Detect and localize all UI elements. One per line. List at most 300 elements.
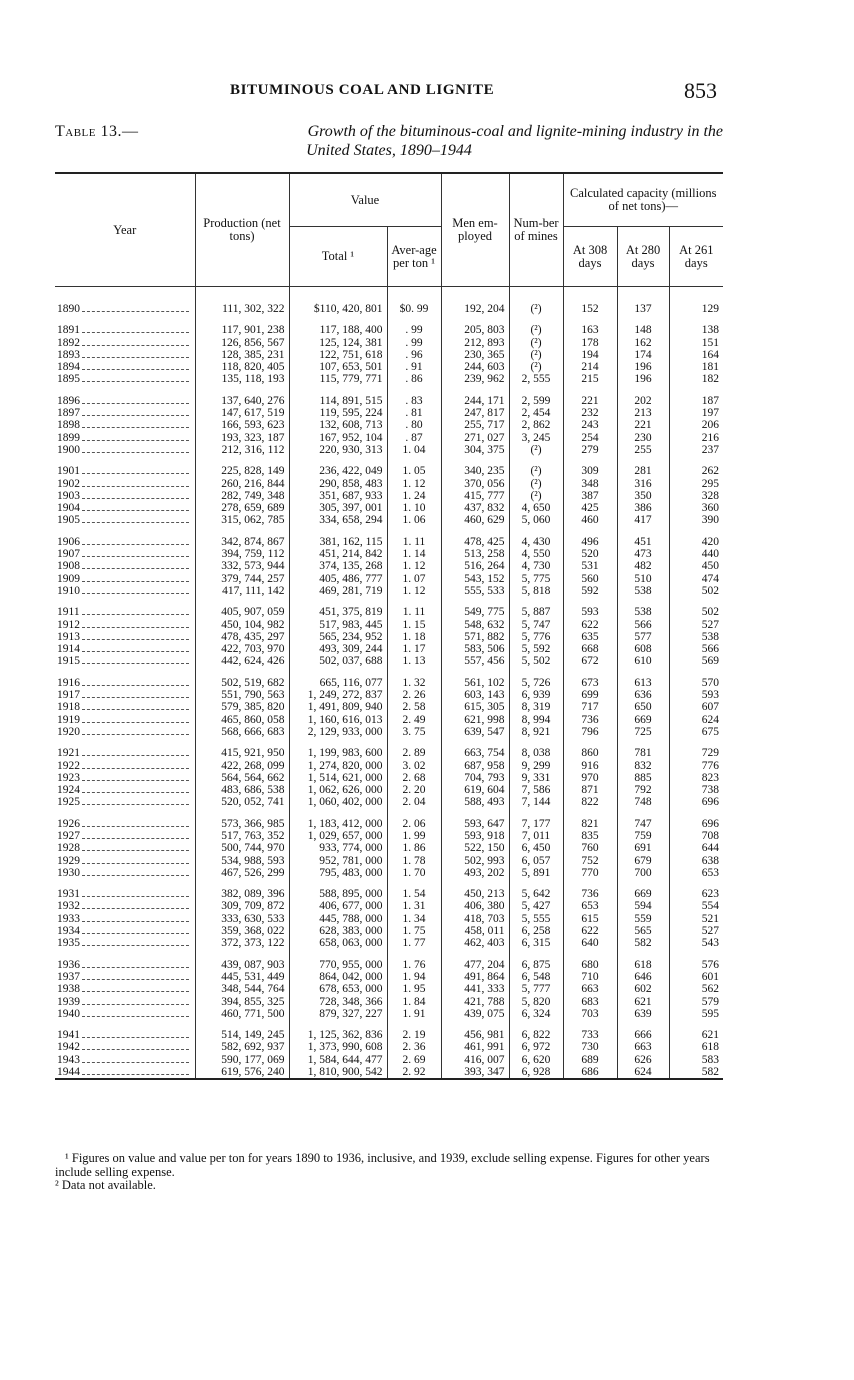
- table-row: [55, 842, 723, 854]
- cell-capacity-280: 230: [617, 432, 669, 444]
- cell-year: [55, 619, 195, 631]
- cell-number-of-mines: 6, 324: [509, 1008, 563, 1020]
- year-text: 1925: [57, 796, 80, 809]
- cell-value-total: 469, 281, 719: [289, 585, 387, 597]
- year-text: 1943: [57, 1053, 80, 1066]
- cell-capacity-280: 559: [617, 913, 669, 925]
- table-row: [55, 585, 723, 597]
- footnote-1: ¹ Figures on value and value per ton for years 1890 to 1936, inclusive, and 1939, exclude selling expense. Figures for other years include selling expense.: [55, 1151, 710, 1179]
- cell-capacity-308: 387: [563, 490, 617, 502]
- cell-production: 333, 630, 533: [195, 913, 289, 925]
- group-spacer: [55, 597, 723, 606]
- cell-value-total: 1, 029, 657, 000: [289, 830, 387, 842]
- cell-year: [55, 337, 195, 349]
- cell-capacity-261: 262: [669, 465, 723, 477]
- cell-men-employed: 205, 803: [441, 324, 509, 336]
- cell-capacity-261: 675: [669, 726, 723, 738]
- cell-men-employed: 615, 305: [441, 701, 509, 713]
- cell-number-of-mines: 8, 038: [509, 747, 563, 759]
- leader-dots: [82, 369, 189, 370]
- cell-value-total: 107, 653, 501: [289, 361, 387, 373]
- cell-number-of-mines: 6, 548: [509, 971, 563, 983]
- cell-men-employed: 340, 235: [441, 465, 509, 477]
- caption-line-1: [55, 122, 723, 141]
- year-label: [57, 619, 191, 631]
- year-text: 1922: [57, 759, 80, 772]
- cell-average-per-ton: 1. 12: [387, 585, 441, 597]
- year-text: 1904: [57, 502, 80, 515]
- cell-production: 500, 744, 970: [195, 842, 289, 854]
- cell-average-per-ton: 1. 78: [387, 855, 441, 867]
- cell-capacity-308: 243: [563, 419, 617, 431]
- table-row: [55, 900, 723, 912]
- cell-production: 278, 659, 689: [195, 502, 289, 514]
- year-label: [57, 395, 191, 407]
- cell-value-total: 2, 129, 933, 000: [289, 726, 387, 738]
- year-text: 1935: [57, 937, 80, 950]
- cell-capacity-261: 138: [669, 324, 723, 336]
- year-label: [57, 971, 191, 983]
- cell-capacity-280: 646: [617, 971, 669, 983]
- cell-value-total: 588, 895, 000: [289, 888, 387, 900]
- year-text: 1903: [57, 489, 80, 502]
- cell-men-employed: 304, 375: [441, 444, 509, 456]
- year-text: 1933: [57, 912, 80, 925]
- cell-production: 534, 988, 593: [195, 855, 289, 867]
- cell-year: [55, 514, 195, 526]
- year-label: [57, 373, 191, 385]
- cell-value-total: 795, 483, 000: [289, 867, 387, 879]
- cell-average-per-ton: 1. 75: [387, 925, 441, 937]
- cell-capacity-261: 566: [669, 643, 723, 655]
- cell-production: 405, 907, 059: [195, 606, 289, 618]
- cell-capacity-308: 194: [563, 349, 617, 361]
- cell-capacity-280: 679: [617, 855, 669, 867]
- cell-capacity-308: 460: [563, 514, 617, 526]
- cell-year: [55, 830, 195, 842]
- year-label: [57, 714, 191, 726]
- cell-number-of-mines: (²): [509, 324, 563, 336]
- year-label: [57, 407, 191, 419]
- cell-capacity-280: 666: [617, 1029, 669, 1041]
- cell-year: [55, 536, 195, 548]
- cell-year: [55, 1008, 195, 1020]
- cell-year: [55, 655, 195, 667]
- table-row: [55, 631, 723, 643]
- cell-capacity-261: 738: [669, 784, 723, 796]
- cell-capacity-280: 759: [617, 830, 669, 842]
- cell-average-per-ton: . 96: [387, 349, 441, 361]
- cell-capacity-261: 583: [669, 1054, 723, 1066]
- cell-capacity-280: 221: [617, 419, 669, 431]
- cell-capacity-280: 582: [617, 937, 669, 949]
- cell-year: [55, 996, 195, 1008]
- year-text: 1914: [57, 643, 80, 656]
- cell-men-employed: 548, 632: [441, 619, 509, 631]
- cell-number-of-mines: 5, 887: [509, 606, 563, 618]
- year-label: [57, 465, 191, 477]
- table-row: [55, 502, 723, 514]
- cell-value-total: 658, 063, 000: [289, 937, 387, 949]
- year-text: 1913: [57, 630, 80, 643]
- caption-title-line-1: Growth of the bituminous-coal and lignite-mining industry in the: [307, 123, 723, 140]
- group-spacer: [55, 809, 723, 818]
- cell-value-total: 119, 595, 224: [289, 407, 387, 419]
- cell-year: [55, 573, 195, 585]
- cell-production: 422, 703, 970: [195, 643, 289, 655]
- cell-men-employed: 704, 793: [441, 772, 509, 784]
- year-label: [57, 631, 191, 643]
- cell-production: 483, 686, 538: [195, 784, 289, 796]
- year-label: [57, 1066, 191, 1078]
- cell-year: [55, 548, 195, 560]
- cell-value-total: 1, 373, 990, 608: [289, 1041, 387, 1053]
- cell-year: [55, 937, 195, 949]
- cell-number-of-mines: 5, 891: [509, 867, 563, 879]
- cell-number-of-mines: 7, 586: [509, 784, 563, 796]
- cell-number-of-mines: 6, 972: [509, 1041, 563, 1053]
- cell-capacity-280: 650: [617, 701, 669, 713]
- cell-year: [55, 760, 195, 772]
- cell-men-employed: 493, 202: [441, 867, 509, 879]
- year-label: [57, 1008, 191, 1020]
- cell-capacity-308: 683: [563, 996, 617, 1008]
- year-label: [57, 606, 191, 618]
- cell-capacity-308: 680: [563, 959, 617, 971]
- cell-year: [55, 842, 195, 854]
- leader-dots: [82, 639, 189, 640]
- cell-production: 573, 366, 985: [195, 818, 289, 830]
- cell-men-employed: 663, 754: [441, 747, 509, 759]
- leader-dots: [82, 568, 189, 569]
- cell-men-employed: 603, 143: [441, 689, 509, 701]
- cell-capacity-280: 255: [617, 444, 669, 456]
- cell-value-total: 1, 810, 900, 542: [289, 1066, 387, 1079]
- cell-number-of-mines: 9, 299: [509, 760, 563, 772]
- cell-men-employed: 441, 333: [441, 983, 509, 995]
- cell-production: 394, 759, 112: [195, 548, 289, 560]
- cell-capacity-280: 621: [617, 996, 669, 1008]
- leader-dots: [82, 473, 189, 474]
- cell-year: [55, 1029, 195, 1041]
- cell-year: [55, 913, 195, 925]
- cell-capacity-308: 796: [563, 726, 617, 738]
- cell-capacity-261: 624: [669, 714, 723, 726]
- cell-average-per-ton: 3. 75: [387, 726, 441, 738]
- cell-number-of-mines: 6, 450: [509, 842, 563, 854]
- cell-value-total: 406, 677, 000: [289, 900, 387, 912]
- cell-number-of-mines: 5, 427: [509, 900, 563, 912]
- cell-average-per-ton: 3. 02: [387, 760, 441, 772]
- cell-men-employed: 370, 056: [441, 478, 509, 490]
- cell-capacity-280: 626: [617, 1054, 669, 1066]
- table-header: [55, 173, 723, 287]
- cell-year: [55, 900, 195, 912]
- year-text: 1897: [57, 407, 80, 420]
- year-text: 1918: [57, 701, 80, 714]
- year-label: [57, 925, 191, 937]
- cell-year: [55, 585, 195, 597]
- cell-value-total: 374, 135, 268: [289, 560, 387, 572]
- cell-capacity-280: 577: [617, 631, 669, 643]
- cell-average-per-ton: 1. 05: [387, 465, 441, 477]
- year-text: 1898: [57, 419, 80, 432]
- cell-value-total: 678, 653, 000: [289, 983, 387, 995]
- leader-dots: [82, 593, 189, 594]
- cell-men-employed: 458, 011: [441, 925, 509, 937]
- cell-value-total: 517, 983, 445: [289, 619, 387, 631]
- cell-capacity-308: 760: [563, 842, 617, 854]
- cell-capacity-308: 736: [563, 888, 617, 900]
- cell-number-of-mines: 4, 730: [509, 560, 563, 572]
- cell-capacity-261: 623: [669, 888, 723, 900]
- year-text: 1929: [57, 854, 80, 867]
- table-row: [55, 677, 723, 689]
- cell-average-per-ton: 1. 77: [387, 937, 441, 949]
- header-year: Year: [55, 173, 195, 287]
- year-label: [57, 842, 191, 854]
- footnotes: [55, 1152, 723, 1193]
- cell-men-employed: 421, 788: [441, 996, 509, 1008]
- cell-capacity-308: 560: [563, 573, 617, 585]
- cell-capacity-261: 543: [669, 937, 723, 949]
- cell-capacity-280: 725: [617, 726, 669, 738]
- cell-capacity-280: 137: [617, 303, 669, 315]
- year-label: [57, 1029, 191, 1041]
- cell-production: 359, 368, 022: [195, 925, 289, 937]
- cell-capacity-280: 602: [617, 983, 669, 995]
- cell-men-employed: 462, 403: [441, 937, 509, 949]
- cell-capacity-261: 450: [669, 560, 723, 572]
- year-label: [57, 643, 191, 655]
- table-row: [55, 395, 723, 407]
- cell-value-total: 1, 160, 616, 013: [289, 714, 387, 726]
- leader-dots: [82, 685, 189, 686]
- table-caption: [55, 122, 723, 160]
- cell-capacity-280: 885: [617, 772, 669, 784]
- cell-year: [55, 373, 195, 385]
- cell-number-of-mines: 5, 747: [509, 619, 563, 631]
- cell-year: [55, 419, 195, 431]
- table-row: [55, 1041, 723, 1053]
- cell-production: 517, 763, 352: [195, 830, 289, 842]
- cell-number-of-mines: (²): [509, 361, 563, 373]
- leader-dots: [82, 522, 189, 523]
- cell-capacity-261: 576: [669, 959, 723, 971]
- cell-production: 582, 692, 937: [195, 1041, 289, 1053]
- cell-capacity-261: 197: [669, 407, 723, 419]
- cell-capacity-308: 822: [563, 796, 617, 808]
- cell-production: 467, 526, 299: [195, 867, 289, 879]
- cell-capacity-280: 781: [617, 747, 669, 759]
- leader-dots: [82, 311, 189, 312]
- year-label: [57, 514, 191, 526]
- cell-production: 478, 435, 297: [195, 631, 289, 643]
- cell-value-total: 290, 858, 483: [289, 478, 387, 490]
- year-label: [57, 573, 191, 585]
- cell-year: [55, 1041, 195, 1053]
- cell-average-per-ton: 2. 06: [387, 818, 441, 830]
- table-row: [55, 996, 723, 1008]
- table-row: [55, 490, 723, 502]
- cell-year: [55, 631, 195, 643]
- cell-capacity-280: 669: [617, 888, 669, 900]
- cell-capacity-261: 562: [669, 983, 723, 995]
- header-production: Production (net tons): [195, 173, 289, 287]
- cell-capacity-261: 708: [669, 830, 723, 842]
- cell-capacity-261: 187: [669, 395, 723, 407]
- cell-men-employed: 255, 717: [441, 419, 509, 431]
- cell-production: 590, 177, 069: [195, 1054, 289, 1066]
- leader-dots: [82, 403, 189, 404]
- year-label: [57, 772, 191, 784]
- cell-year: [55, 784, 195, 796]
- cell-year: [55, 1054, 195, 1066]
- year-label: [57, 784, 191, 796]
- cell-year: [55, 303, 195, 315]
- cell-value-total: 565, 234, 952: [289, 631, 387, 643]
- year-text: 1894: [57, 361, 80, 374]
- cell-number-of-mines: 5, 818: [509, 585, 563, 597]
- leader-dots: [82, 614, 189, 615]
- year-label: [57, 959, 191, 971]
- cell-capacity-308: 970: [563, 772, 617, 784]
- year-text: 1916: [57, 676, 80, 689]
- cell-capacity-261: 729: [669, 747, 723, 759]
- cell-capacity-280: 148: [617, 324, 669, 336]
- cell-average-per-ton: . 81: [387, 407, 441, 419]
- year-text: 1924: [57, 784, 80, 797]
- cell-capacity-261: 502: [669, 585, 723, 597]
- table-row: [55, 726, 723, 738]
- cell-capacity-280: 691: [617, 842, 669, 854]
- cell-capacity-261: 164: [669, 349, 723, 361]
- year-text: 1915: [57, 655, 80, 668]
- year-text: 1908: [57, 560, 80, 573]
- cell-year: [55, 349, 195, 361]
- caption-title-line-2: United States, 1890–1944: [306, 142, 472, 159]
- cell-average-per-ton: 2. 49: [387, 714, 441, 726]
- group-spacer: [55, 738, 723, 747]
- cell-capacity-308: 752: [563, 855, 617, 867]
- year-label: [57, 303, 191, 315]
- cell-value-total: 167, 952, 104: [289, 432, 387, 444]
- leader-dots: [82, 921, 189, 922]
- group-spacer: [55, 527, 723, 536]
- cell-capacity-261: 527: [669, 619, 723, 631]
- table-row: [55, 444, 723, 456]
- cell-capacity-308: 673: [563, 677, 617, 689]
- cell-capacity-280: 700: [617, 867, 669, 879]
- cell-capacity-280: 624: [617, 1066, 669, 1079]
- leader-dots: [82, 826, 189, 827]
- cell-year: [55, 772, 195, 784]
- cell-year: [55, 867, 195, 879]
- table-row: [55, 324, 723, 336]
- cell-capacity-308: 221: [563, 395, 617, 407]
- cell-capacity-261: 638: [669, 855, 723, 867]
- cell-average-per-ton: 2. 58: [387, 701, 441, 713]
- cell-capacity-261: 328: [669, 490, 723, 502]
- cell-capacity-261: 601: [669, 971, 723, 983]
- cell-capacity-261: 129: [669, 303, 723, 315]
- cell-average-per-ton: 1. 12: [387, 560, 441, 572]
- year-label: [57, 726, 191, 738]
- cell-men-employed: 239, 962: [441, 373, 509, 385]
- leader-dots: [82, 663, 189, 664]
- cell-men-employed: 244, 603: [441, 361, 509, 373]
- leader-dots: [82, 875, 189, 876]
- cell-value-total: 879, 327, 227: [289, 1008, 387, 1020]
- cell-men-employed: 687, 958: [441, 760, 509, 772]
- cell-capacity-280: 196: [617, 373, 669, 385]
- cell-capacity-261: 295: [669, 478, 723, 490]
- cell-number-of-mines: 2, 599: [509, 395, 563, 407]
- cell-capacity-280: 174: [617, 349, 669, 361]
- cell-men-employed: 555, 533: [441, 585, 509, 597]
- cell-capacity-308: 871: [563, 784, 617, 796]
- cell-production: 460, 771, 500: [195, 1008, 289, 1020]
- leader-dots: [82, 415, 189, 416]
- table-row: [55, 983, 723, 995]
- cell-value-total: 236, 422, 049: [289, 465, 387, 477]
- cell-year: [55, 478, 195, 490]
- year-text: 1912: [57, 618, 80, 631]
- cell-capacity-308: 703: [563, 1008, 617, 1020]
- cell-average-per-ton: 2. 26: [387, 689, 441, 701]
- cell-capacity-308: 672: [563, 655, 617, 667]
- cell-average-per-ton: 2. 36: [387, 1041, 441, 1053]
- cell-capacity-261: 696: [669, 818, 723, 830]
- cell-capacity-280: 669: [617, 714, 669, 726]
- cell-capacity-261: 237: [669, 444, 723, 456]
- year-label: [57, 701, 191, 713]
- year-label: [57, 502, 191, 514]
- header-at-261-days: At 261 days: [669, 227, 723, 287]
- cell-capacity-308: 309: [563, 465, 617, 477]
- group-spacer: [55, 456, 723, 465]
- group-spacer: [55, 287, 723, 304]
- table-row: [55, 772, 723, 784]
- cell-production: 147, 617, 519: [195, 407, 289, 419]
- caption-label: Table 13.: [55, 123, 122, 140]
- cell-men-employed: 549, 775: [441, 606, 509, 618]
- cell-capacity-280: 608: [617, 643, 669, 655]
- cell-capacity-280: 451: [617, 536, 669, 548]
- table-row: [55, 407, 723, 419]
- cell-number-of-mines: 5, 775: [509, 573, 563, 585]
- cell-average-per-ton: 1. 06: [387, 514, 441, 526]
- year-label: [57, 585, 191, 597]
- cell-value-total: 114, 891, 515: [289, 395, 387, 407]
- cell-production: 117, 901, 238: [195, 324, 289, 336]
- cell-average-per-ton: 1. 32: [387, 677, 441, 689]
- year-text: 1917: [57, 689, 80, 702]
- cell-men-employed: 478, 425: [441, 536, 509, 548]
- cell-value-total: 1, 274, 820, 000: [289, 760, 387, 772]
- cell-men-employed: 588, 493: [441, 796, 509, 808]
- cell-year: [55, 395, 195, 407]
- year-text: 1927: [57, 829, 80, 842]
- cell-production: 118, 820, 405: [195, 361, 289, 373]
- cell-number-of-mines: (²): [509, 303, 563, 315]
- year-label: [57, 830, 191, 842]
- cell-number-of-mines: 5, 820: [509, 996, 563, 1008]
- cell-value-total: 125, 124, 381: [289, 337, 387, 349]
- cell-capacity-308: 668: [563, 643, 617, 655]
- table-row: [55, 643, 723, 655]
- leader-dots: [82, 1004, 189, 1005]
